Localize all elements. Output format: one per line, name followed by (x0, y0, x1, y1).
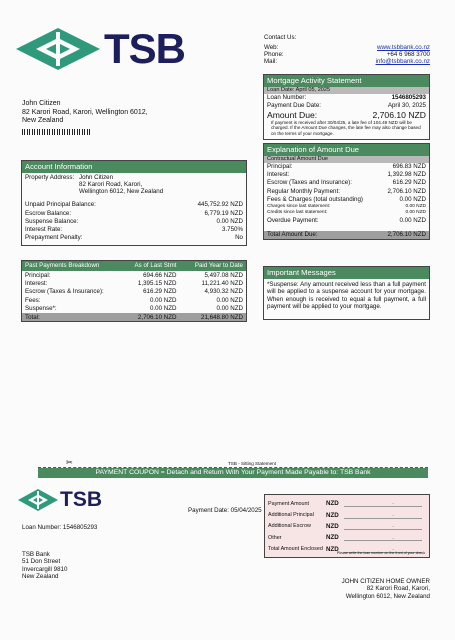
contact-phone: Phone: +64 6 968 3700 (264, 51, 430, 59)
explanation-row: Credits since last statement: 0.00 NZD (267, 210, 426, 216)
contact-web: Web: www.tsbbank.co.nz (264, 44, 430, 52)
explanation-row: Principal: 696.83 NZD (267, 163, 426, 170)
explanation-box (263, 143, 430, 240)
scissors-icon: ✂ (66, 458, 73, 467)
total-amount-due-row: Total Amount Due: 2,706.10 NZD (264, 231, 429, 239)
coupon-brand: TSB (60, 488, 102, 511)
bank-address: TSB Bank 51 Don Street Invercargill 9810 New Zealand (22, 551, 68, 581)
payment-due-row: Payment Due Date: April 30, 2025 (267, 102, 426, 109)
coupon-form-row: Other NZD . (268, 532, 426, 543)
web-link[interactable]: www.tsbbank.co.nz (377, 44, 430, 52)
past-payment-row: Escrow (Taxes & Insurance): 616.29 NZD 4,930.32 NZD (25, 288, 243, 296)
explanation-title: Explanation of Amount Due (264, 144, 429, 156)
amount-input[interactable]: . (344, 534, 422, 541)
past-payments (21, 260, 247, 322)
owner-address: JOHN CITIZEN HOME OWNER 82 Karori Road, Karori, Wellington 6012, New Zealand (341, 578, 430, 600)
account-row: Suspense Balance: 0.00 NZD (25, 217, 243, 225)
past-payment-row: Interest: 1,395.15 NZD 11,221.40 NZD (25, 280, 243, 288)
barcode (22, 129, 92, 135)
explanation-row: Interest: 1,392.98 NZD (267, 171, 426, 179)
coupon-form (264, 494, 430, 558)
past-payments-total: Total: 2,706.10 NZD 21,648.80 NZD (22, 313, 246, 321)
property-address: Property Address: John Citizen 82 Karori Road, Karori, Wellington 6012, New Zealand (25, 174, 164, 196)
past-payment-row: Fees: 0.00 NZD 0.00 NZD (25, 296, 243, 304)
coupon-loan-number: Loan Number: 1546805293 (22, 524, 98, 531)
coupon-banner: PAYMENT COUPON = Detach and Return With Your Payment Made Payable to: TSB Bank (38, 468, 428, 478)
customer-name: John Citizen (22, 100, 61, 107)
past-payment-row: Suspense*: 0.00 NZD 0.00 NZD (25, 305, 243, 313)
messages-body: *Suspense: Any amount received less than a full payment will be applied to a suspense account for your mortgage. When enough is received to equal a full payment, a full payment will be applied to your mortgage. (267, 281, 426, 311)
account-row: Unpaid Principal Balance: 445,752.92 NZD (25, 201, 243, 209)
loan-number-row: Loan Number: 1546805293 (267, 94, 426, 101)
amount-input[interactable]: . (344, 500, 422, 507)
explanation-row: Regular Monthly Payment: 2,706.10 NZD (267, 187, 426, 195)
amount-due-row: Amount Due: 2,706.10 NZD (267, 110, 426, 120)
account-row: Escrow Balance: 6,779.19 NZD (25, 209, 243, 217)
activity-title: Mortgage Activity Statement (264, 75, 429, 87)
account-information (21, 160, 247, 246)
customer-address: John Citizen 82 Karori Road, Karori, Wellington 6012, New Zealand (22, 100, 242, 135)
account-title: Account Information (22, 161, 246, 173)
account-row: Prepayment Penalty: No (25, 234, 243, 242)
activity-statement (263, 74, 430, 140)
messages-title: Important Messages (264, 267, 429, 279)
past-payments-table (22, 261, 246, 321)
important-messages (263, 266, 430, 320)
explanation-row: Charges since last statement: 0.00 NZD (267, 204, 426, 210)
amount-input[interactable]: . (344, 523, 422, 530)
brand-wordmark: TSB (104, 25, 185, 72)
coupon-form-row: Total Amount Enclosed NZD . (268, 544, 426, 555)
coupon-payment-date: Payment Date: 05/04/2025 (188, 507, 262, 514)
explanation-row: Overdue Payment: 0.00 NZD (267, 216, 426, 224)
explanation-row: Fees & Charges (total outstanding) 0.00 NZD (267, 195, 426, 203)
contact-title: Contact Us: (264, 34, 297, 41)
tsb-logo (16, 24, 206, 74)
amount-input[interactable]: . (344, 546, 422, 553)
past-payments-header: Past Payments Breakdown As of Last Stmt Paid Year to Date (22, 261, 246, 271)
coupon-form-row: Additional Principal NZD . (268, 509, 426, 520)
late-fee-note: If payment is received after 30/04/25, a late fee of 104.49 NZD will be charged. If the Amount Due changes, the late fee may also change based on the terms of your mortgage. (271, 120, 421, 136)
explanation-row: Escrow (Taxes and Insurance): 616.29 NZD (267, 179, 426, 187)
contact-block (264, 34, 430, 66)
contact-mail: Mail: info@tsbbank.co.nz (264, 58, 430, 66)
coupon-form-row: Payment Amount NZD . (268, 498, 426, 509)
contractual-amount-label: Contractual Amount Due (264, 156, 429, 163)
amount-input[interactable]: . (344, 512, 422, 519)
past-payment-row: Principal: 694.66 NZD 5,497.08 NZD (25, 271, 243, 279)
account-row: Interest Rate: 3.750% (25, 225, 243, 233)
cut-line-text: TSB - Sitting Statement (228, 461, 276, 466)
coupon-form-row: Additional Escrow NZD . (268, 521, 426, 532)
loan-date: Loan Date: April 05, 2025 (264, 87, 429, 94)
form-note: Please write the loan number on the front of your check (336, 550, 425, 555)
mail-link[interactable]: info@tsbbank.co.nz (375, 58, 430, 66)
coupon-logo (18, 487, 118, 513)
